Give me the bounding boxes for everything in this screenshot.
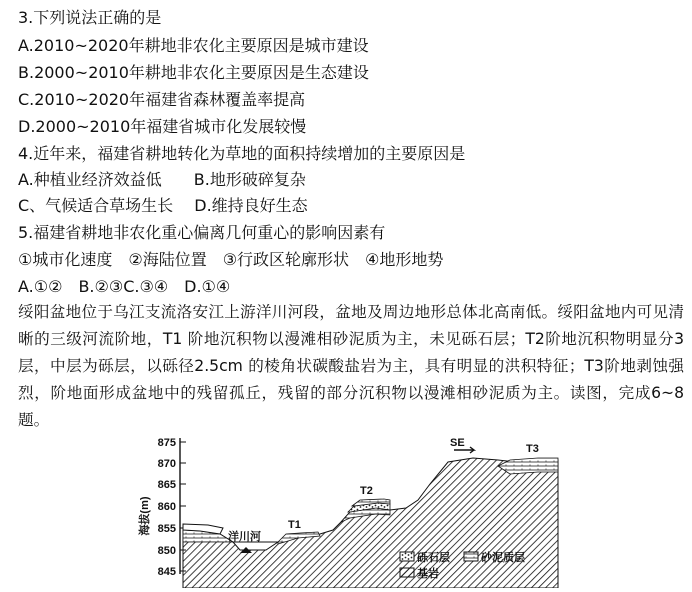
q5-items: ①城市化速度 ②海陆位置 ③行政区轮廓形状 ④地形地势 (18, 250, 444, 269)
q5-options: A.①② B.②③C.③④ D.①④ (18, 277, 231, 296)
q4-options-cd: C、气候适合草场生长 D.维持良好生态 (18, 196, 308, 215)
legend-gravel-swatch (400, 552, 414, 561)
direction-label: SE (450, 437, 465, 449)
river-label: 洋川河 (228, 531, 261, 543)
legend-gravel-label: 砾石层 (417, 552, 450, 564)
q5-stem: 5.福建省耕地非农化重心偏离几何重心的影响因素有 (18, 223, 386, 242)
terrace-profile-figure (128, 432, 578, 588)
bedrock-area (183, 458, 558, 588)
legend-bedrock-label: 基岩 (417, 568, 439, 580)
q3-option-d: D.2000~2010年福建省城市化发展较慢 (18, 117, 307, 136)
t2-label: T2 (360, 485, 373, 497)
ytick-845: 845 (157, 566, 176, 578)
ytick-855: 855 (157, 523, 176, 535)
ytick-875: 875 (157, 437, 176, 449)
q4-stem: 4.近年来，福建省耕地转化为草地的面积持续增加的主要原因是 (18, 144, 466, 163)
q3-option-a: A.2010~2020年耕地非农化主要原因是城市建设 (18, 36, 369, 55)
legend-sandmud-label: 砂泥质层 (481, 552, 525, 564)
q4-options-ab: A.种植业经济效益低 B.地形破碎复杂 (18, 170, 306, 189)
y-axis-label: 海拔(m) (139, 496, 151, 536)
ytick-860: 860 (157, 501, 176, 513)
q3-option-c: C.2010~2020年福建省森林覆盖率提高 (18, 90, 306, 109)
ytick-850: 850 (157, 545, 176, 557)
passage: 绥阳盆地位于乌江支流洛安江上游洋川河段，盆地及周边地形总体北高南低。绥阳盆地内可见清晰的三级河流阶地，T1 阶地沉积物以漫滩相砂泥质为主，未见砾石层；T2阶地沉积物明显分3层，中层为砾层，以砾径2.5cm 的棱角状碳酸盐岩为主，具有明显的洪积特征；T3阶地剥蚀强烈，阶地面形成盆地中的残留孤丘，残留的部分沉积物以漫滩相砂泥质为主。读图，完成6~8题。 (18, 303, 684, 429)
legend-sandmud-swatch (464, 552, 478, 561)
terrace-profile-svg (128, 432, 578, 588)
ytick-870: 870 (157, 458, 176, 470)
q3-option-b: B.2000~2010年耕地非农化主要原因是生态建设 (18, 63, 369, 82)
legend-bedrock-swatch (400, 568, 414, 577)
ytick-865: 865 (157, 479, 176, 491)
q3-stem: 3.下列说法正确的是 (18, 8, 162, 27)
t1-label: T1 (288, 519, 301, 531)
t3-label: T3 (526, 443, 539, 455)
t3-sediment (498, 458, 558, 474)
